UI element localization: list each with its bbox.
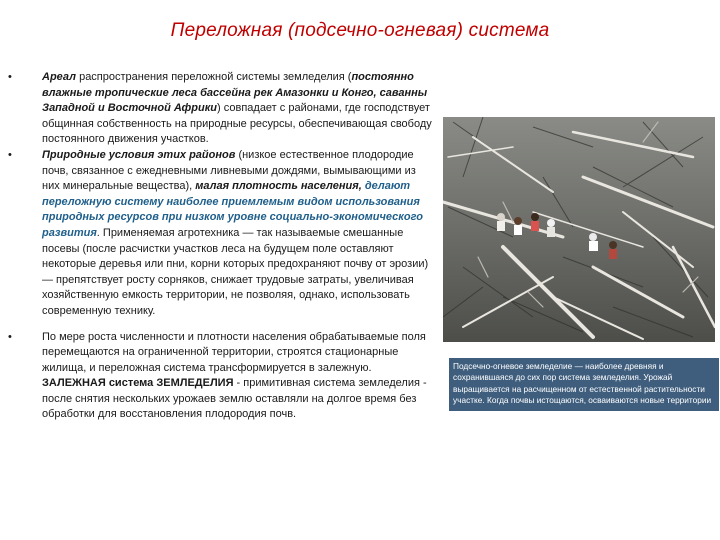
term-areal: Ареал — [42, 71, 77, 83]
bullet-marker: • — [8, 330, 12, 343]
bullet1-text-1: распространения переложной системы земледелия ( — [76, 71, 352, 83]
bullet3-text-1: По мере роста численности и плотности населения обрабатываемые поля перемещаются на ограниченной территории, строятся стационарные жилища, и переложная система трансформируется в залежную. — [42, 330, 426, 374]
photo-illustration — [443, 117, 715, 342]
term-low-density: малая плотность населения — [195, 180, 359, 193]
bullet-list — [0, 70, 440, 423]
bullet2-highlight: делают переложную систему наиболее приемлемым видом использования природных ресурсов при низком уровне социально-экономического развития — [42, 180, 423, 239]
bullet2-text-2: . Применяемая агротехника — так называемые смешанные посевы (после расчистки участков леса на будущем поле оставляют некоторые деревья или пни, корни которых предохраняют почву от эрозии) — препятствует росту сорняков, снижает трудовые затраты, увеличивая хозяйственную емкость территории, не позволяя, однако, использовать современную технику. — [42, 226, 429, 317]
term-natural-conditions: Природные условия этих районов — [42, 148, 236, 161]
term-fallow-system: ЗАЛЕЖНАЯ система ЗЕМЛЕДЕЛИЯ — [42, 377, 234, 390]
bullet-item-fallow — [0, 330, 440, 424]
bullet-marker: • — [8, 148, 12, 161]
bullet2-comma: , — [358, 180, 362, 193]
bullet1-regions: постоянно влажные тропические леса бассейна рек Амазонки и Конго, саванны Западной и Восточной Африки — [42, 71, 428, 115]
bullet-marker: • — [8, 71, 12, 83]
bullet3-text-2: - примитивная система земледелия - после снятия нескольких урожаев землю оставляли на долгое время без обработки для восстановления плодородия почв. — [42, 377, 427, 421]
bullet-item-area — [0, 70, 440, 148]
slide-title: Переложная (подсечно-огневая) система — [170, 20, 550, 41]
photo-caption: Подсечно-огневое земледелие — наиболее древняя и сохранившаяся до сих пор система земледелия. Урожай выращивается на расчищенном от естественной растительности участке. Когда почвы истощаются, осваиваются новые территории — [449, 358, 719, 411]
bullet1-text-2: ) совпадает с районами, где господствует общинная собственность на природные ресурсы, обеспечивающая свободу постоянного движения участков. — [42, 102, 432, 146]
bullet2-text-1: (низкое естественное плодородие почв, связанное с ежедневными ливневыми дождями, вымывающими из них минеральные вещества), — [42, 148, 416, 193]
bullet-item-conditions — [0, 148, 440, 320]
slash-and-burn-photo — [443, 117, 715, 342]
